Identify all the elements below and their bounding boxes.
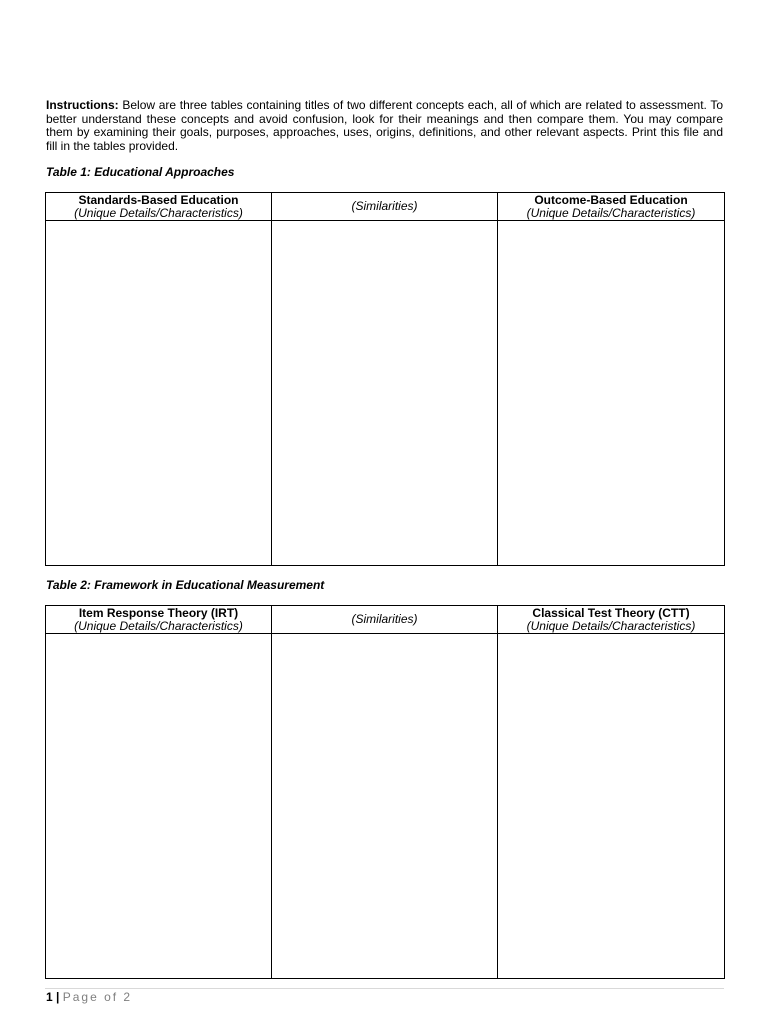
table1-header-middle [272,193,498,221]
instructions-body: Below are three tables containing titles of two different concepts each, all of which are related to assessment. To better understand these concepts and avoid confusion, look for their meanings and then compare them. You may compare them by examining their goals, purposes, approaches, uses, origins, definitions, and other relevant aspects. Print this file and fill in the tables provided. [46,98,723,153]
footer-page-number: 1 [46,990,53,1004]
table1-right-cell[interactable] [498,221,725,566]
table2-similarities-label: (Similarities) [351,612,418,626]
table2-header-middle [272,606,498,634]
footer-divider [45,988,724,989]
page-footer [46,990,132,1004]
instructions-paragraph [46,99,723,153]
table2-left-cell[interactable] [46,634,272,979]
table1-header-right [498,193,725,221]
table1-middle-cell[interactable] [272,221,498,566]
table1-left-subtitle: (Unique Details/Characteristics) [74,205,243,220]
table2-header-row [46,606,725,634]
footer-page-label: Page of 2 [62,990,133,1004]
table2-middle-cell[interactable] [272,634,498,979]
table2-right-subtitle: (Unique Details/Characteristics) [526,618,696,633]
table1-body-row [46,221,725,566]
table2-left-subtitle: (Unique Details/Characteristics) [74,618,243,633]
table2-right-title: Classical Test Theory (CTT) [532,605,690,620]
table1-right-title: Outcome-Based Education [534,192,688,207]
table1-caption: Table 1: Educational Approaches [46,165,235,179]
table2-framework-measurement [45,605,725,979]
table1-similarities-label: (Similarities) [351,199,418,213]
table1-left-title: Standards-Based Education [78,192,239,207]
table2-body-row [46,634,725,979]
footer-separator: | [56,990,60,1004]
table2-header-left [46,606,272,634]
table1-left-cell[interactable] [46,221,272,566]
table1-header-row [46,193,725,221]
table2-left-title: Item Response Theory (IRT) [78,605,239,620]
instructions-lead: Instructions: [46,98,119,112]
table1-right-subtitle: (Unique Details/Characteristics) [526,205,696,220]
table2-header-right [498,606,725,634]
table2-right-cell[interactable] [498,634,725,979]
table1-educational-approaches [45,192,725,566]
table1-header-left [46,193,272,221]
table2-caption: Table 2: Framework in Educational Measurement [46,578,325,592]
